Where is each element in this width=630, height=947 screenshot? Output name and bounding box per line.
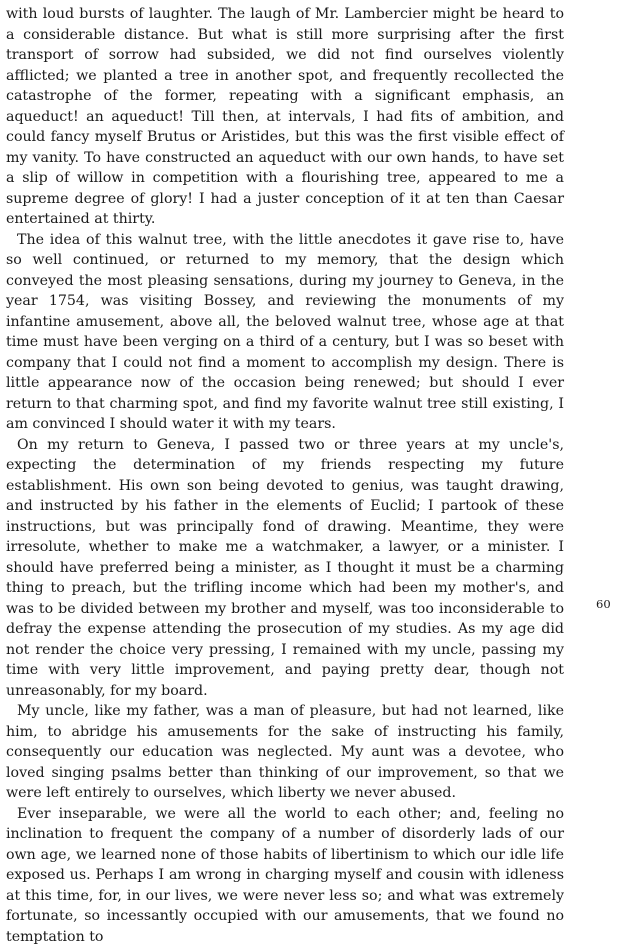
paragraph-uncle: My uncle, like my father, was a man of pleasure, but had not learned, like him, to abridge his amusements for the sake of instructing his family, consequently our education was neglected. My aunt was a devotee, who loved singing psalms better than thinking of our improvement, so that we were left entirely to ourselves, which liberty we never abused. [6,701,564,804]
paragraph-return-to-geneva: On my return to Geneva, I passed two or three years at my uncle's, expecting the determination of my friends respecting my future establishment. His own son being devoted to genius, was taught drawing, and instructed by his father in the elements of Euclid; I partook of these instructions, but was principally fond of drawing. Meantime, they were irresolute, whether to make me a watchmaker, a lawyer, or a minister. I should have preferred being a minister, as I thought it must be a charming thing to preach, but the trifling income which had been my mother's, and was to be divided between my brother and myself, was too inconsiderable to defray the expense attending the prosecution of my studies. As my age did not render the choice very pressing, I remained with my uncle, passing my time with very little improvement, and paying pretty dear, though not unreasonably, for my board. [6,435,564,702]
paragraph-inseparable: Ever inseparable, we were all the world to each other; and, feeling no inclination to frequent the company of a number of disorderly lads of our own age, we learned none of those habits of libertinism to which our idle life exposed us. Perhaps I am wrong in charging myself and cousin with idleness at this time, for, in our lives, we were never less so; and what was extremely fortunate, so incessantly occupied with our amusements, that we found no temptation to [6,804,564,947]
paragraph-walnut-tree: The idea of this walnut tree, with the little anecdotes it gave rise to, have so well continued, or returned to my memory, that the design which conveyed the most pleasing sensations, during my journey to Geneva, in the year 1754, was visiting Bossey, and reviewing the monuments of my infantine amusement, above all, the beloved walnut tree, whose age at that time must have been verging on a third of a century, but I was so beset with company that I could not find a moment to accomplish my design. There is little appearance now of the occasion being renewed; but should I ever return to that charming spot, and find my favorite walnut tree still existing, I am convinced I should water it with my tears. [6,230,564,435]
page-number: 60 [596,597,611,611]
paragraph-continued: with loud bursts of laughter. The laugh of Mr. Lambercier might be heard to a considerable distance. But what is still more surprising after the first transport of sorrow had subsided, we did not find ourselves violently afflicted; we planted a tree in another spot, and frequently recollected the catastrophe of the former, repeating with a significant emphasis, an aqueduct! an aqueduct! Till then, at intervals, I had fits of ambition, and could fancy myself Brutus or Aristides, but this was the first visible effect of my vanity. To have constructed an aqueduct with our own hands, to have set a slip of willow in competition with a flourishing tree, appeared to me a supreme degree of glory! I had a juster conception of it at ten than Caesar entertained at thirty. [6,4,564,230]
body-text [6,4,564,947]
